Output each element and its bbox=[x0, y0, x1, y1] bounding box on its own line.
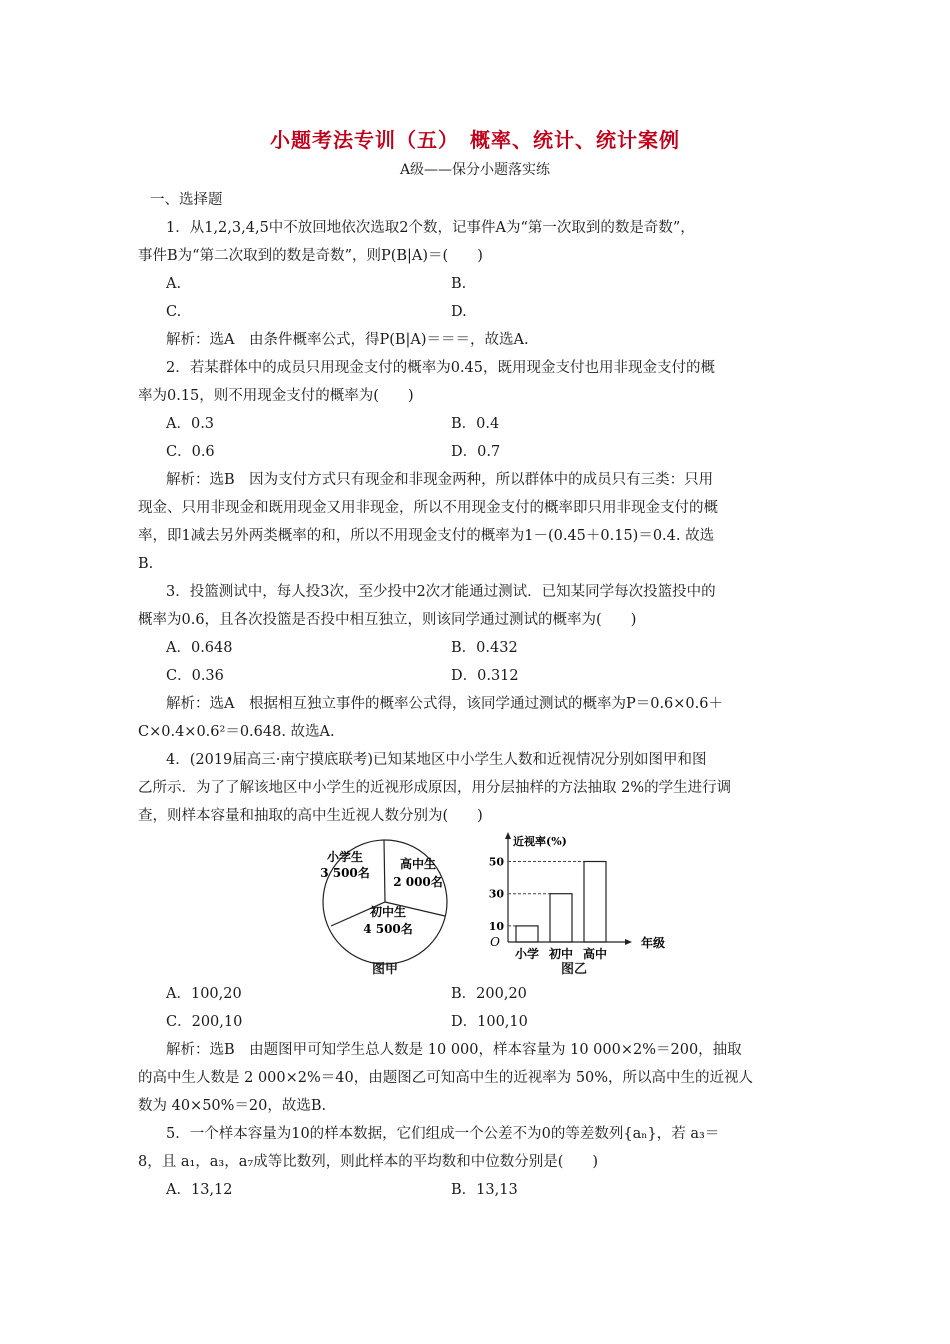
y-axis-arrow bbox=[505, 832, 511, 839]
q3-solution-line1: 解析：选A 根据相互独立事件的概率公式得，该同学通过测试的概率为P＝0.6×0.6＋ bbox=[166, 696, 723, 712]
q4-option-c: C．200,10 bbox=[166, 1014, 243, 1030]
x-axis-label: 年级 bbox=[640, 936, 666, 950]
q4-option-a: A．100,20 bbox=[166, 986, 242, 1002]
q1-option-b: B. bbox=[451, 276, 467, 292]
y-axis-label: 近视率(%) bbox=[513, 835, 567, 848]
q4-solution-line2: 的高中生人数是 2 000×2%＝40，由题图乙可知高中生的近视率为 50%，所以高中生的近视人 bbox=[138, 1070, 754, 1086]
pie-label-junior: 初中生 bbox=[369, 905, 407, 919]
q4-option-b: B．200,20 bbox=[451, 986, 527, 1002]
q4-stem-line2: 乙所示．为了了解该地区中小学生的近视形成原因，用分层抽样的方法抽取 2%的学生进行调 bbox=[138, 780, 732, 796]
bar-chart bbox=[480, 825, 680, 960]
q2-stem-line2: 率为0.15，则不用现金支付的概率为( ) bbox=[138, 388, 414, 404]
y-tick-label: 10 bbox=[488, 919, 504, 933]
q1-option-d: D. bbox=[451, 304, 467, 320]
q1-option-a: A. bbox=[166, 276, 182, 292]
x-tick-label: 小学 bbox=[514, 947, 540, 960]
q2-option-c: C．0.6 bbox=[166, 444, 215, 460]
bar bbox=[584, 862, 606, 943]
q3-stem-line1: 3．投篮测试中，每人投3次，至少投中2次才能通过测试．已知某同学每次投篮投中的 bbox=[166, 584, 716, 600]
q4-solution-line3: 数为 40×50%＝20，故选B. bbox=[138, 1098, 327, 1114]
q2-solution-line3: 率，即1减去另外两类概率的和，所以不用现金支付的概率为1－(0.45＋0.15)＝0.4. 故选 bbox=[138, 528, 715, 544]
bar-caption: 图乙 bbox=[561, 962, 588, 977]
q4-solution-line1: 解析：选B 由题图甲可知学生总人数是 10 000，样本容量为 10 000×2%＝200，抽取 bbox=[166, 1042, 742, 1058]
q3-solution-line2: C×0.4×0.6²＝0.648. 故选A. bbox=[138, 724, 335, 740]
bar bbox=[550, 894, 572, 942]
q5-stem-line1: 5．一个样本容量为10的样本数据，它们组成一个公差不为0的等差数列{aₙ}，若 a₃＝ bbox=[166, 1126, 720, 1142]
q5-option-b: B．13,13 bbox=[451, 1182, 518, 1198]
q4-stem-line1: 4．(2019届高三·南宁摸底联考)已知某地区中小学生人数和近视情况分别如图甲和图 bbox=[166, 752, 707, 768]
q3-option-c: C．0.36 bbox=[166, 668, 224, 684]
q1-stem-line2: 事件B为“第二次取到的数是奇数”，则P(B|A)＝( ) bbox=[138, 248, 483, 264]
y-tick-label: 30 bbox=[488, 887, 504, 901]
q3-option-a: A．0.648 bbox=[166, 640, 233, 656]
q1-stem-line1: 1．从1,2,3,4,5中不放回地依次选取2个数，记事件A为“第一次取到的数是奇数”， bbox=[166, 220, 695, 236]
pie-value-primary: 3 500名 bbox=[320, 866, 370, 880]
pie-value-senior: 2 000名 bbox=[393, 875, 443, 889]
q4-option-d: D．100,10 bbox=[451, 1014, 528, 1030]
q2-option-b: B．0.4 bbox=[451, 416, 500, 432]
q2-solution-line1: 解析：选B 因为支付方式只有现金和非现金两种，所以群体中的成员只有三类：只用 bbox=[166, 472, 714, 488]
q2-stem-line1: 2．若某群体中的成员只用现金支付的概率为0.45，既用现金支付也用非现金支付的概 bbox=[166, 360, 716, 376]
x-tick-label: 高中 bbox=[582, 947, 608, 960]
page-subtitle: A级——保分小题落实练 bbox=[399, 162, 551, 178]
q3-stem-line2: 概率为0.6，且各次投篮是否投中相互独立，则该同学通过测试的概率为( ) bbox=[138, 612, 637, 628]
pie-caption: 图甲 bbox=[372, 962, 399, 977]
q3-option-d: D．0.312 bbox=[451, 668, 519, 684]
q5-option-a: A．13,12 bbox=[166, 1182, 233, 1198]
pie-value-junior: 4 500名 bbox=[363, 922, 413, 936]
q1-solution: 解析：选A 由条件概率公式，得P(B|A)＝＝＝，故选A. bbox=[166, 332, 529, 348]
q2-option-a: A．0.3 bbox=[166, 416, 215, 432]
q4-stem-line3: 查，则样本容量和抽取的高中生近视人数分别为( ) bbox=[138, 808, 483, 824]
pie-divider bbox=[384, 840, 385, 902]
x-axis-arrow bbox=[625, 939, 632, 945]
section-heading: 一、选择题 bbox=[150, 192, 223, 208]
q5-stem-line2: 8，且 a₁，a₃，a₇成等比数列，则此样本的平均数和中位数分别是( ) bbox=[138, 1154, 599, 1170]
x-tick-label: 初中 bbox=[548, 947, 574, 960]
origin-label: O bbox=[490, 935, 500, 949]
q2-solution-line4: B. bbox=[138, 556, 154, 572]
y-tick-label: 50 bbox=[488, 855, 504, 869]
page-title: 小题考法专训（五） 概率、统计、统计案例 bbox=[270, 128, 680, 152]
q3-option-b: B．0.432 bbox=[451, 640, 518, 656]
q1-option-c: C. bbox=[166, 304, 182, 320]
pie-label-primary: 小学生 bbox=[326, 850, 364, 864]
q2-option-d: D．0.7 bbox=[451, 444, 501, 460]
pie-label-senior: 高中生 bbox=[399, 857, 437, 871]
q2-solution-line2: 现金、只用非现金和既用现金又用非现金，所以不用现金支付的概率即只用非现金支付的概 bbox=[138, 500, 718, 516]
bar bbox=[516, 926, 538, 942]
